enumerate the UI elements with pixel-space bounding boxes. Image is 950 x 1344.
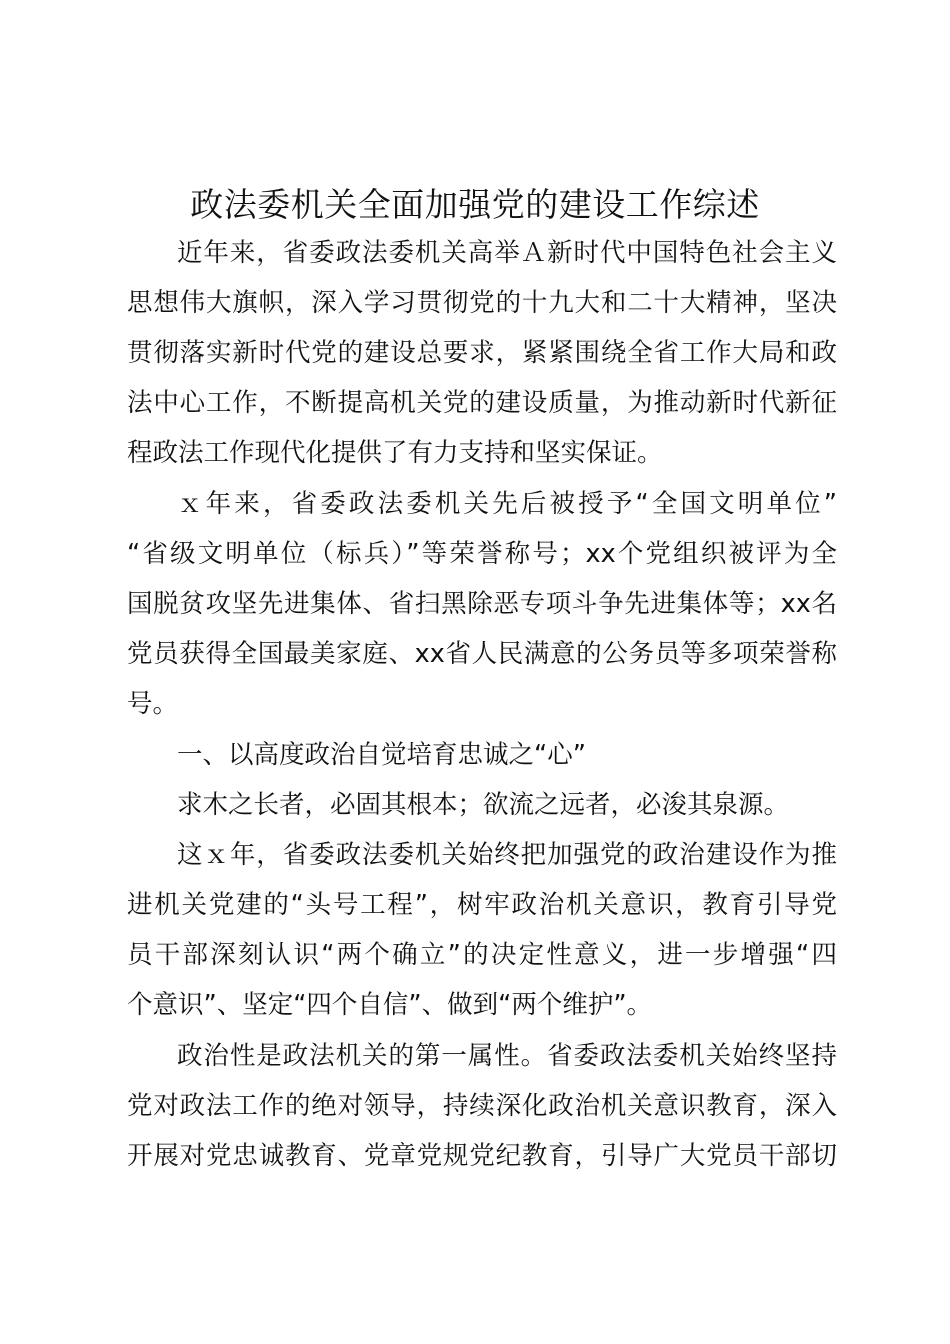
section-heading: 一、以高度政治自觉培育忠诚之“心” bbox=[177, 740, 586, 770]
paragraph-line: 政治性是政法机关的第一属性。省委政法委机关始终坚持 bbox=[177, 1041, 837, 1071]
paragraph-line: 号。 bbox=[127, 689, 179, 719]
paragraph-line: 国脱贫攻坚先进集体、省扫黑除恶专项斗争先进集体等；xx名 bbox=[127, 589, 837, 619]
paragraph-line: 个意识”、坚定“四个自信”、做到“两个维护”。 bbox=[127, 990, 653, 1020]
paragraph-line: 党员获得全国最美家庭、xx省人民满意的公务员等多项荣誉称 bbox=[127, 639, 837, 669]
paragraph-line: 开展对党忠诚教育、党章党规党纪教育，引导广大党员干部切 bbox=[127, 1141, 837, 1171]
paragraph-line: 法中心工作，不断提高机关党的建设质量，为推动新时代新征 bbox=[127, 388, 837, 418]
paragraph-line: 贯彻落实新时代党的建设总要求，紧紧围绕全省工作大局和政 bbox=[127, 338, 837, 368]
document-title: 政法委机关全面加强党的建设工作综述 bbox=[190, 185, 760, 224]
paragraph-line: 程政法工作现代化提供了有力支持和坚实保证。 bbox=[127, 438, 663, 468]
paragraph-line: 求木之长者，必固其根本；欲流之远者，必浚其泉源。 bbox=[177, 790, 790, 820]
paragraph-line: 这ｘ年，省委政法委机关始终把加强党的政治建设作为推 bbox=[177, 840, 837, 870]
paragraph-line: 员干部深刻认识“两个确立”的决定性意义，进一步增强“四 bbox=[127, 940, 837, 970]
paragraph-line: “省级文明单位（标兵）”等荣誉称号；xx个党组织被评为全 bbox=[127, 539, 837, 569]
paragraph-line: 近年来，省委政法委机关高举Ａ新时代中国特色社会主义 bbox=[177, 238, 837, 268]
paragraph-line: ｘ年来，省委政法委机关先后被授予“全国文明单位” bbox=[177, 489, 837, 519]
paragraph-line: 党对政法工作的绝对领导，持续深化政治机关意识教育，深入 bbox=[127, 1091, 837, 1121]
paragraph-line: 进机关党建的“头号工程”，树牢政治机关意识，教育引导党 bbox=[127, 890, 837, 920]
paragraph-line: 思想伟大旗帜，深入学习贯彻党的十九大和二十大精神，坚决 bbox=[127, 288, 837, 318]
